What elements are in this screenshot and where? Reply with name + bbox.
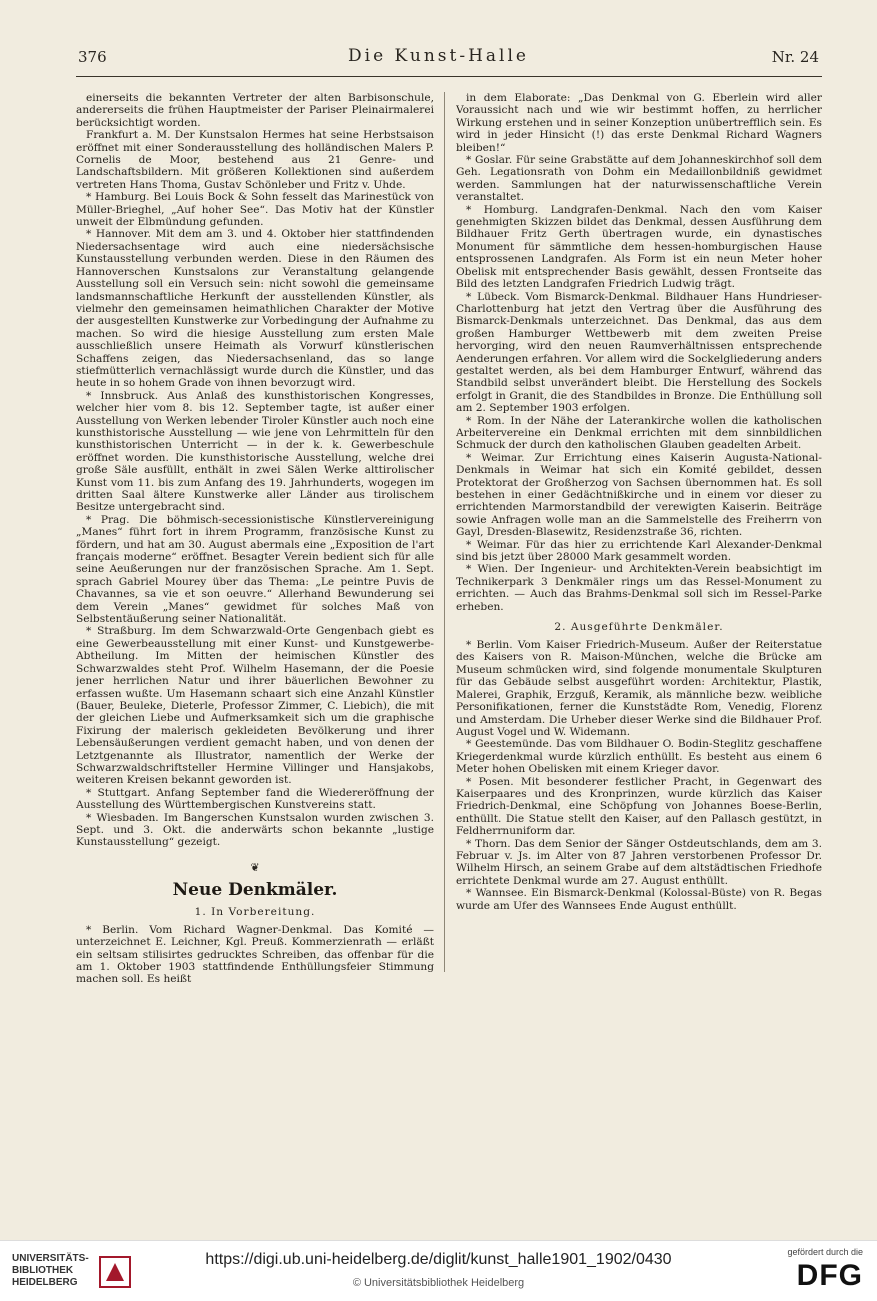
left-paragraphs-after — [76, 924, 434, 986]
article-paragraph: * Wien. Der Ingenieur- und Architekten-Verein beabsichtigt im Technikerpark 3 Denkmäler rings um das Ressel-Monument zu errichten. — Auch das Brahms-Denkmal soll sich im Ressel-Parke erheben. — [456, 563, 822, 613]
running-header — [0, 48, 877, 78]
article-paragraph: * Stuttgart. Anfang September fand die Wiedereröffnung der Ausstellung des Württembergischen Kunstvereins statt. — [76, 786, 434, 812]
right-paragraphs — [456, 92, 822, 613]
article-paragraph: * Weimar. Zur Errichtung eines Kaiserin Augusta-National-Denkmals in Weimar hat sich ein Komité gebildet, dessen Protektorat der Großherzog von Sachsen übernommen hat. Es soll bestehen in einer Gedächtnißkirche und in einem vor dieser zu errichtenden Marmorstandbild der verewigten Kaiserin. Beiträge sowie Anfragen wolle man an die Sammelstelle des Freiherrn von Gayl, Dresden-Blasewitz, Residenzstraße 36, richten. — [456, 451, 822, 539]
article-paragraph: * Berlin. Vom Kaiser Friedrich-Museum. Außer der Reiterstatue des Kaisers von R. Maison-München, welche die Brücke am Museum schmücken wird, sind folgende monumentale Skulpturen für das Gebäude selbst ausgeführt worden: Architektur, Plastik, Malerei, Graphik, Erzguß, Keramik, als männliche bezw. weibliche Personifikationen, ferner die Kunststädte Rom, Venedig, Florenz und Amsterdam. Die Urheber dieser Werke sind die Bildhauer Prof. August Vogel und W. Widemann. — [456, 639, 822, 738]
dfg-logo[interactable] — [767, 1247, 863, 1295]
page-number: 376 — [78, 48, 107, 66]
subheading-completed: 2. Ausgeführte Denkmäler. — [554, 621, 724, 634]
ornament-icon: ❦ — [250, 860, 260, 874]
right-paragraphs-after — [456, 639, 822, 912]
column-divider — [444, 92, 445, 972]
article-paragraph: * Innsbruck. Aus Anlaß des kunsthistorischen Kongresses, welcher hier vom 8. bis 12. September tagte, ist außer einer Ausstellung von Werken lebender Tiroler Künstler auch noch eine kunsthistorische Ausstellung — wie jene von Lehrmitteln für den kunsthistorischen Unterricht — in der k. k. Gewerbeschule eröffnet worden. Die kunsthistorische Ausstellung, welche drei große Säle ausfüllt, enthält in zwei Sälen Werke alttirolischer Kunst vom 11. bis zum Anfang des 19. Jahrhunderts, wogegen im dritten Saal ältere Kunstwerke aller Länder aus tirolischem Besitze untergebracht sind. — [76, 389, 434, 514]
article-paragraph: * Thorn. Das dem Senior der Sänger Ostdeutschlands, dem am 3. Februar v. Js. im Alter von 87 Jahren verstorbenen Professor Dr. Wilhelm Hirsch, an seinem Grabe auf dem altstädtischen Friedhofe errichtete Denkmal wurde am 27. August enthüllt. — [456, 837, 822, 887]
dfg-wordmark: DFG — [796, 1259, 863, 1292]
article-paragraph: * Wiesbaden. Im Bangerschen Kunstsalon wurden zwischen 3. Sept. und 3. Okt. die anderwärts schon bekannte „lustige Kunstausstellung“ gezeigt. — [76, 811, 434, 849]
article-paragraph: * Prag. Die böhmisch-secessionistische Künstlervereinigung „Manes“ führt fort in ihrem Programm, französische Kunst zu fördern, und hat am 30. August abermals eine „Exposition de l'art français moderne“ eröffnet. Besagter Verein bedient sich für alle seine Aeußerungen nur der französischen Sprache. Am 1. Sept. sprach Gabriel Mourey über das Thema: „Le peintre Puvis de Chavannes, sa vie et son oeuvre.“ Allerhand Bewunderung sei dem Verein „Manes“ gewidmet für solches Maß von Selbstentäußerung seiner Nationalität. — [76, 513, 434, 626]
journal-title: Die Kunst-Halle — [348, 46, 529, 66]
article-paragraph: * Straßburg. Im dem Schwarzwald-Orte Gengenbach giebt es eine Gewerbeausstellung mit einer Kunst- und Kunstgewerbe-Abtheilung. Im Mitten der heimischen Künstler des Schwarzwaldes steht Prof. Wilhelm Hasemann, der die Poesie jener herrlichen Natur und ihrer bäuerlichen Bewohner zu erfassen wußte. Um Hasemann schaart sich eine Anzahl Künstler (Bauer, Beuleke, Dieterle, Professor Zimmer, C. Liebich), die mit der gleichen Liebe und Aufmerksamkeit sich um die graphische Fixirung der malerisch gekleideten Bevölkerung und ihrer Lebensäußerungen verdient gemacht haben, und von denen der Letztgenannte als Illustrator, namentlich der Werke der Schwarzwaldschriftsteller Hermine Villinger und Hansjakobs, weiteren Kreisen bekannt geworden ist. — [76, 625, 434, 787]
article-paragraph: Frankfurt a. M. Der Kunstsalon Hermes hat seine Herbstsaison eröffnet mit einer Sonderausstellung des holländischen Malers P. Cornelis de Moor, bestehend aus 21 Genre- und Landschaftsbildern. Mit größeren Kollektionen sind außerdem vertreten Hans Thoma, Gustav Schönleber und Fritz v. Uhde. — [76, 129, 434, 191]
funded-by-label: gefördert durch die — [787, 1247, 863, 1257]
article-paragraph: * Goslar. Für seine Grabstätte auf dem Johanneskirchhof soll dem Geh. Legationsrath von Dohm ein Medaillonbildniß gewidmet werden. Sammlungen hat der naturwissenschaftliche Verein veranstaltet. — [456, 154, 822, 204]
article-paragraph: * Wannsee. Ein Bismarck-Denkmal (Kolossal-Büste) von R. Begas wurde am Ufer des Wannsees Ende August enthüllt. — [456, 887, 822, 912]
header-rule — [76, 76, 822, 77]
article-paragraph: * Hamburg. Bei Louis Bock & Sohn fesselt das Marinestück von Müller-Brieghel, „Auf hoher See“. Das Motiv hat der Künstler unweit der Elbmündung gefunden. — [76, 191, 434, 229]
article-paragraph: * Geestemünde. Das vom Bildhauer O. Bodin-Steglitz geschaffene Kriegerdenkmal wurde kürzlich enthüllt. Es besteht aus einem 6 Meter hohen Obelisken mit einem Krieger davor. — [456, 738, 822, 776]
issue-number: Nr. 24 — [771, 48, 819, 66]
article-paragraph: * Homburg. Landgrafen-Denkmal. Nach den vom Kaiser genehmigten Skizzen bildet das Denkmal, dessen Ausführung dem Bildhauer Fritz Gerth übertragen wurde, ein dynastisches Monument für sämmtliche dem hessen-homburgischen Hause entsprossenen Landgrafen. Als Form ist ein neun Meter hoher Obelisk mit entsprechender Basis gewählt, dessen Frontseite das Bild des letzten Landgrafen Friedrich Ludwig trägt. — [456, 203, 822, 291]
subheading-in-preparation: 1. In Vorbereitung. — [194, 905, 316, 918]
left-paragraphs — [76, 92, 434, 849]
article-paragraph: * Lübeck. Vom Bismarck-Denkmal. Bildhauer Hans Hundrieser-Charlottenburg hat jetzt den Vertrag über die Ausführung des Bismarck-Denkmals unterzeichnet. Das Denkmal, das aus dem großen Hamburger Wettbewerb mit dem zweiten Preise hervorging, wird den neuen Raumverhältnissen entsprechende Aenderungen erfahren. Vor allem wird die Sockelgliederung anders gestaltet werden, als bei dem Hamburger Entwurf, während das Standbild selbst unverändert bleibt. Die Herstellung des Sockels erfolgt in Granit, die des Standbildes in Bronze. Die Enthüllung soll am 2. September 1903 erfolgen. — [456, 290, 822, 415]
viewer-footer — [0, 1240, 877, 1301]
left-column — [76, 92, 434, 1222]
copyright-notice: © Universitätsbibliothek Heidelberg — [352, 1277, 525, 1289]
article-paragraph: * Berlin. Vom Richard Wagner-Denkmal. Das Komité — unterzeichnet E. Leichner, Kgl. Preuß. Kommerzienrath — erläßt ein seltsam stilisirtes gedrucktes Schreiben, das offenbar für die am 1. Oktober 1903 stattfindende Enthüllungsfeier Stimmung machen soll. Es heißt — [76, 923, 434, 986]
right-column — [456, 92, 822, 1222]
article-paragraph: in dem Elaborate: „Das Denkmal von G. Eberlein wird aller Voraussicht nach und wie wir bestimmt hoffen, zu herrlicher Wirkung erstehen und in seiner Konzeption unübertrefflich sein. Es wird in jeder Hinsicht (!) das erste Denkmal Richard Wagners bleiben!“ — [456, 92, 822, 154]
article-paragraph: * Posen. Mit besonderer festlicher Pracht, in Gegenwart des Kaiserpaares und des Kronprinzen, wurde kürzlich das Kaiser Friedrich-Denkmal, eine Schöpfung von Johannes Boese-Berlin, enthüllt. Die Statue stellt den Kaiser, auf den Pallasch gestützt, in Feldherrnuniform dar. — [456, 775, 822, 838]
article-paragraph: * Weimar. Für das hier zu errichtende Karl Alexander-Denkmal sind bis jetzt über 28000 Mark gesammelt worden. — [456, 538, 822, 564]
article-paragraph: * Rom. In der Nähe der Laterankirche wollen die katholischen Arbeitervereine ein Denkmal errichten mit dem sinnbildlichen Schmuck der durch den katholischen Glauben geadelten Arbeit. — [456, 414, 822, 452]
section-heading: Neue Denkmäler. — [172, 879, 338, 900]
article-paragraph: * Hannover. Mit dem am 3. und 4. Oktober hier stattfindenden Niedersachsentage wird auch eine niedersächsische Kunstausstellung verbunden werden. Diese in den Räumen des Hannoverschen Kunstsalons zur Veranstaltung gelangende Ausstellung soll ein Versuch sein: nicht sowohl die gemeinsame landsmannschaftliche Herkunft der ausstellenden Künstler, als vielmehr den gemeinsamen heimathlichen Charakter der Motive der ausgestellten Kunstwerke zur Vorbedingung der Aufnahme zu machen. So wird die hiesige Ausstellung zum ersten Male ausschließlich unsere Heimath als Vorwurf künstlerischen Schaffens zeigen, das Niedersachsenland, das so lange stiefmütterlich vernachlässigt wurde durch die Künstler, und das heute in so hohem Grade von ihnen bevorzugt wird. — [76, 228, 434, 390]
library-logo-text: UNIVERSITÄTS- BIBLIOTHEK HEIDELBERG — [12, 1253, 89, 1288]
permalink-url[interactable]: https://digi.ub.uni-heidelberg.de/diglit/kunst_halle1901_1902/0430 — [205, 1251, 672, 1268]
article-paragraph: einerseits die bekannten Vertreter der alten Barbisonschule, andererseits die frühen Hauptmeister der Pariser Pleinairmalerei berücksichtigt worden. — [76, 92, 434, 129]
